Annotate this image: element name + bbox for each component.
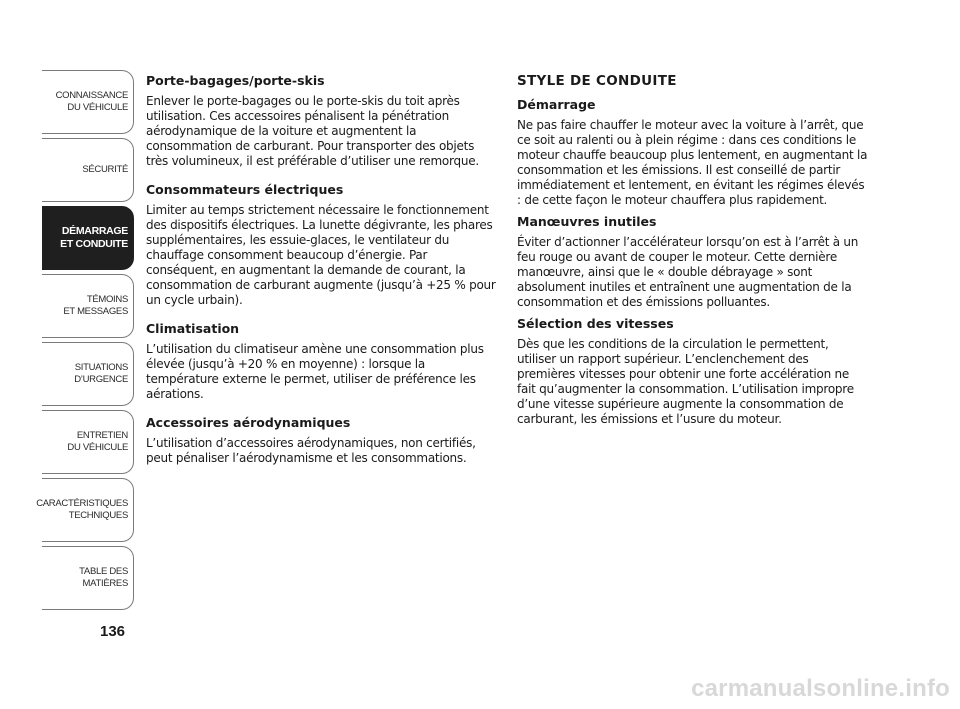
section-text: Ne pas faire chauffer le moteur avec la voiture à l’arrêt, que ce soit au ralenti ou à plein régime : dans ces conditions le moteur chauffe beaucoup plus lentement, en augmentant la consommation et les émissions. Il est conseillé de partir immédiatement et lentement, en évitant les régimes élevés : de cette façon le moteur chauffera plus rapidement. bbox=[517, 118, 868, 207]
section-text: Dès que les conditions de la circulation le permettent, utiliser un rapport supérieur. L’enclenchement des premières vitesses pour obtenir une forte accélération ne fait qu’augmenter la consommation. L’utilisation impropre d’une vitesse supérieure augmente la consommation de carburant, les émissions et l’usure du moteur. bbox=[517, 337, 854, 426]
section-selection-des-vitesses bbox=[517, 316, 869, 427]
section-climatisation bbox=[146, 321, 498, 402]
tab-label-line2: ET MESSAGES bbox=[63, 306, 128, 317]
tab-label-line2: TECHNIQUES bbox=[68, 510, 128, 521]
tab-label-line2: MATIÈRES bbox=[82, 578, 128, 589]
tab-securite[interactable] bbox=[42, 138, 134, 202]
tab-entretien-du-vehicule[interactable] bbox=[42, 410, 134, 474]
section-accessoires-aerodynamiques bbox=[146, 415, 498, 466]
tab-label-line2: DU VÉHICULE bbox=[67, 102, 128, 113]
page-title: STYLE DE CONDUITE bbox=[517, 73, 677, 89]
tab-label-line1: SITUATIONS bbox=[74, 362, 128, 373]
tab-label-line1: DÉMARRAGE bbox=[61, 225, 128, 237]
section-porte-bagages bbox=[146, 73, 498, 169]
tab-temoins-et-messages[interactable] bbox=[42, 274, 134, 338]
section-heading: Sélection des vitesses bbox=[517, 316, 674, 331]
tab-demarrage-et-conduite[interactable] bbox=[42, 206, 134, 270]
tab-label-line1: CARACTÉRISTIQUES bbox=[36, 498, 128, 509]
section-text: Limiter au temps strictement nécessaire le fonctionnement des dispositifs électriques. La lunette dégivrante, les phares supplémentaires, les essuie-glaces, le ventilateur du chauffage consomment beaucoup d’énergie. Par conséquent, en augmentant la demande de courant, la consommation de carburant augmente (jusqu’à +25 % pour un cycle urbain). bbox=[146, 203, 496, 307]
tab-connaissance-du-vehicule[interactable] bbox=[42, 70, 134, 134]
section-text: Éviter d’actionner l’accélérateur lorsqu’on est à l’arrêt à un feu rouge ou avant de couper le moteur. Cette dernière manœuvre, ainsi que le « double débrayage » sont absolument inutiles et entraînent une augmentation de la consommation et des émissions polluantes. bbox=[517, 235, 859, 309]
tab-table-des-matieres[interactable] bbox=[42, 546, 134, 610]
watermark: carmanualsonline.info bbox=[691, 675, 950, 702]
section-heading: Accessoires aérodynamiques bbox=[146, 415, 351, 430]
tab-situations-d-urgence[interactable] bbox=[42, 342, 134, 406]
section-text: L’utilisation d’accessoires aérodynamiques, non certifiés, peut pénaliser l’aérodynamisme et les consommations. bbox=[146, 436, 476, 465]
section-heading: Porte-bagages/porte-skis bbox=[146, 73, 325, 88]
tab-label-line1: SÉCURITÉ bbox=[82, 164, 128, 175]
section-heading: Manœuvres inutiles bbox=[517, 214, 657, 229]
tab-label-line1: ENTRETIEN bbox=[76, 430, 128, 441]
section-text: Enlever le porte-bagages ou le porte-skis du toit après utilisation. Ces accessoires pénalisent la pénétration aérodynamique de la voiture et augmentent la consommation de carburant. Pour transporter des objets très volumineux, il est préférable d’utiliser une remorque. bbox=[146, 94, 479, 168]
tab-label-line2: ET CONDUITE bbox=[60, 238, 128, 250]
right-column bbox=[517, 73, 869, 433]
section-demarrage bbox=[517, 97, 869, 208]
left-column bbox=[146, 73, 498, 479]
tab-caracteristiques-techniques[interactable] bbox=[36, 478, 134, 542]
section-heading: Climatisation bbox=[146, 321, 240, 336]
tab-label-line2: DU VÉHICULE bbox=[67, 442, 128, 453]
section-text: L’utilisation du climatiseur amène une consommation plus élevée (jusqu’à +20 % en moyenne) : lorsque la température externe le permet, utiliser de préférence les aérations. bbox=[146, 342, 484, 401]
tab-label-line1: TÉMOINS bbox=[86, 294, 128, 305]
page-number: 136 bbox=[100, 623, 126, 640]
section-heading: Démarrage bbox=[517, 97, 596, 112]
tab-label-line2: D’URGENCE bbox=[74, 374, 128, 385]
tab-label-line1: TABLE DES bbox=[79, 566, 128, 577]
section-heading: Consommateurs électriques bbox=[146, 182, 344, 197]
section-consommateurs-electriques bbox=[146, 182, 498, 308]
tab-label-line1: CONNAISSANCE bbox=[55, 90, 128, 101]
section-manoeuvres-inutiles bbox=[517, 214, 869, 310]
